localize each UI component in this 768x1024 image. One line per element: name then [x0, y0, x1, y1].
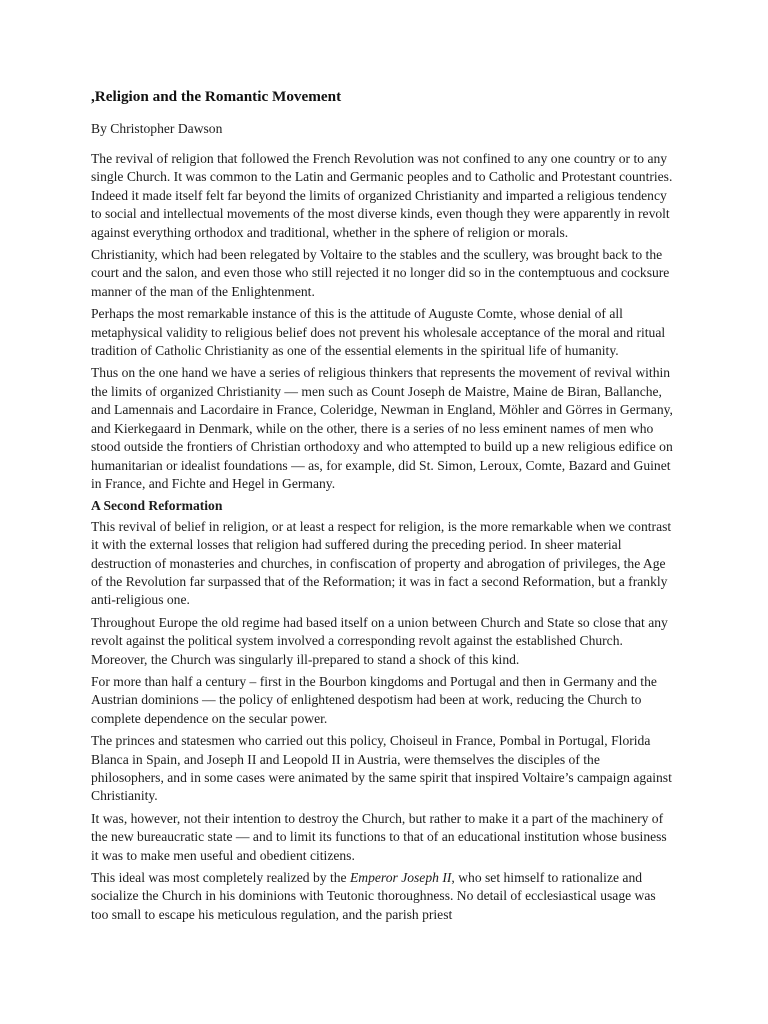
body-paragraph-last	[91, 869, 675, 924]
body-paragraph: Thus on the one hand we have a series of religious thinkers that represents the movement of revival within the limits of organized Christianity — men such as Count Joseph de Maistre, Maine de Biran, Ballanche, and Lamennais and Lacordaire in France, Coleridge, Newman in England, Möhler and Görres in Germany, and Kierkegaard in Denmark, while on the other, there is a series of no less eminent names of men who stood outside the frontiers of Christian orthodoxy and who attempted to build up a new religious edifice on humanitarian or idealist foundations — as, for example, did St. Simon, Leroux, Comte, Bazard and Guinet in France, and Fichte and Hegel in Germany.	[91, 365, 673, 491]
paragraph-text-after: , who set himself to rationalize and socialize the Church in his dominions with Teutonic thoroughness. No detail of ecclesiastical usage was too small to escape his meticulous regulation, and the parish priest	[91, 870, 656, 922]
body-paragraph: For more than half a century – first in the Bourbon kingdoms and Portugal and then in Germany and the Austrian dominions — the policy of enlightened despotism had been at work, reducing the Church to complete dependence on the secular power.	[91, 673, 657, 726]
body-paragraph: Throughout Europe the old regime had based itself on a union between Church and State so close that any revolt against the political system involved a corresponding revolt against the established Church. Moreover, the Church was singularly ill-prepared to stand a shock of this kind.	[91, 614, 668, 667]
author-byline: By Christopher Dawson	[91, 121, 223, 136]
body-paragraph: This revival of belief in religion, or at least a respect for religion, is the more remarkable when we contrast it with the external losses that religion had suffered during the preceding period. In sheer material destruction of monasteries and churches, in confiscation of property and abrogation of privileges, the Age of the Revolution far surpassed that of the Reformation; it was in fact a second Reformation, but a frankly anti-religious one.	[91, 518, 672, 608]
paragraph-text-before: This ideal was most completely realized by the	[91, 870, 350, 886]
section-heading: A Second Reformation	[91, 498, 223, 514]
emphasized-name: Emperor Joseph II	[349, 870, 452, 886]
body-paragraph: The revival of religion that followed the French Revolution was not confined to any one country or to any single Church. It was common to the Latin and Germanic peoples and to Catholic and Protestant countries. Indeed it made itself felt far beyond the limits of organized Christianity and imparted a religious tendency to social and intellectual movements of the most diverse kinds, even though they were apparently in revolt against everything orthodox and traditional, whether in the sphere of religion or morals.	[91, 151, 673, 240]
body-paragraph: Christianity, which had been relegated by Voltaire to the stables and the scullery, was brought back to the court and the salon, and even those who still rejected it no longer did so in the contemptuous and cocksure manner of the man of the Enlightenment.	[91, 247, 670, 299]
body-paragraph: The princes and statesmen who carried out this policy, Choiseul in France, Pombal in Portugal, Florida Blanca in Spain, and Joseph II and Leopold II in Austria, were themselves the disciples of the philosophers, and in some cases were animated by the same spirit that inspired Voltaire’s campaign against Christianity.	[91, 733, 672, 804]
document-title: ,Religion and the Romantic Movement	[91, 88, 342, 105]
body-paragraph: Perhaps the most remarkable instance of this is the attitude of Auguste Comte, whose denial of all metaphysical validity to religious belief does not prevent his wholesale acceptance of the moral and ritual tradition of Catholic Christianity as one of the essential elements in the spiritual life of humanity.	[91, 306, 666, 359]
body-paragraph: It was, however, not their intention to destroy the Church, but rather to make it a part of the machinery of the new bureaucratic state — and to limit its functions to that of an educational institution whose business it was to make men useful and obedient citizens.	[91, 810, 667, 863]
document-page	[91, 86, 675, 924]
